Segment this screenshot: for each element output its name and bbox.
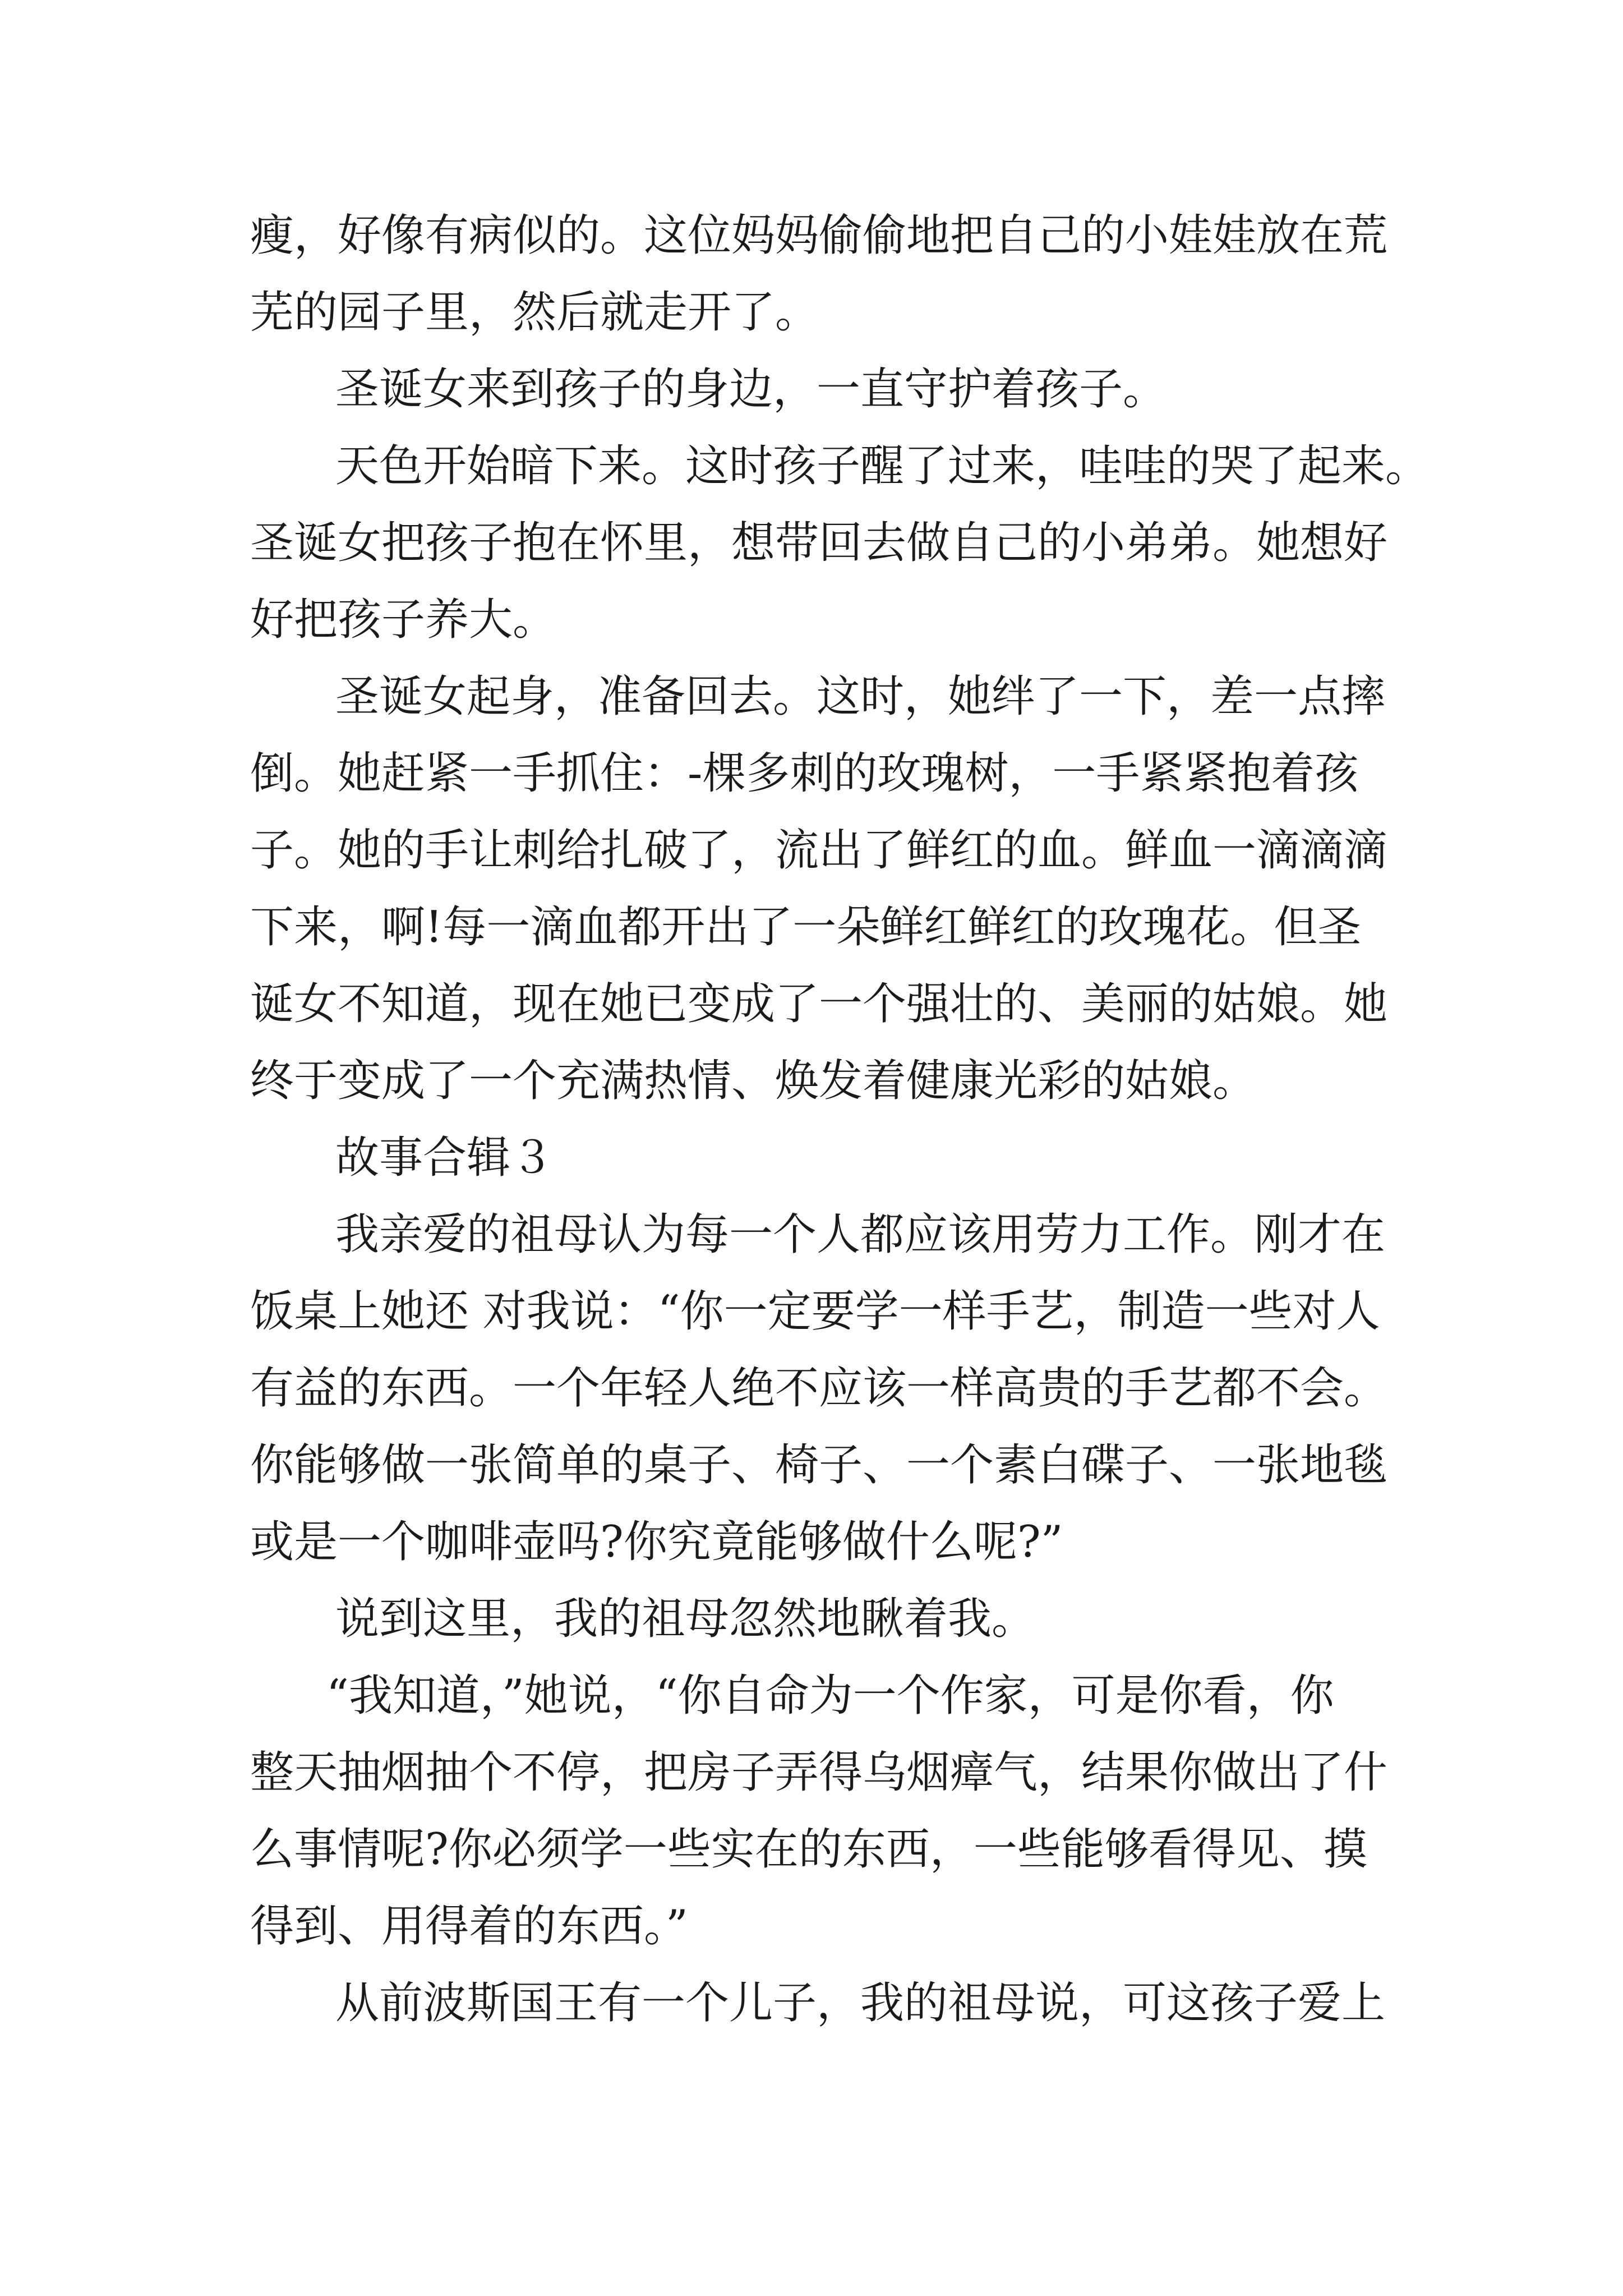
paragraph-start-line: 圣诞女起身，准备回去。这时，她绊了一下，差一点摔 (335, 671, 1386, 722)
paragraph-start-line: 说到这里，我的祖母忽然地瞅着我。 (335, 1594, 1036, 1644)
text-line: 饭桌上她还 对我说：“你一定要学一样手艺，制造一些对人 (250, 1286, 1380, 1337)
text-line: 圣诞女把孩子抱在怀里，想带回去做自己的小弟弟。她想好 (250, 518, 1388, 568)
text-line: 下来，啊!每一滴血都开出了一朵鲜红鲜红的玫瑰花。但圣 (250, 902, 1362, 953)
text-line: 有益的东西。一个年轻人绝不应该一样高贵的手艺都不会。 (250, 1363, 1388, 1414)
text-line: 倒。她赶紧一手抓住：-棵多刺的玫瑰树，一手紧紧抱着孩 (250, 748, 1359, 799)
text-line: 终于变成了一个充满热情、焕发着健康光彩的姑娘。 (250, 1056, 1257, 1106)
paragraph-start-line: 从前波斯国王有一个儿子，我的祖母说，可这孩子爱上 (335, 1978, 1386, 2028)
text-line: 好把孩子养大。 (250, 595, 557, 645)
text-line: 或是一个咖啡壶吗?你究竟能够做什么呢?” (250, 1517, 1063, 1567)
paragraph-start-line: 我亲爱的祖母认为每一个人都应该用劳力工作。刚才在 (335, 1209, 1386, 1260)
paragraph-start-line: 圣诞女来到孩子的身边，一直守护着孩子。 (335, 364, 1167, 415)
text-line: 子。她的手让刺给扎破了，流出了鲜红的血。鲜血一滴滴滴 (250, 825, 1388, 876)
paragraph-start-line: “我知道，”她说，“你自命为一个作家，可是你看，你 (326, 1671, 1334, 1721)
paragraph-start-line: 天色开始暗下来。这时孩子醒了过来，哇哇的哭了起来。 (335, 441, 1430, 491)
text-line: 整天抽烟抽个不停，把房子弄得乌烟瘴气，结果你做出了什 (250, 1747, 1388, 1798)
body-text (250, 197, 1430, 2042)
section-heading: 故事合辑３ (335, 1133, 555, 1183)
text-line: 你能够做一张简单的桌子、椅子、一个素白碟子、一张地毯 (250, 1440, 1388, 1490)
text-line: 么事情呢?你必须学一些实在的东西，一些能够看得见、摸 (250, 1824, 1367, 1875)
text-line: 瘦，好像有病似的。这位妈妈偷偷地把自己的小娃娃放在荒 (250, 210, 1388, 261)
text-line: 得到、用得着的东西。” (250, 1901, 688, 1952)
text-line: 芜的园子里，然后就走开了。 (250, 287, 819, 338)
text-line: 诞女不知道，现在她已变成了一个强壮的、美丽的姑娘。她 (250, 979, 1388, 1029)
